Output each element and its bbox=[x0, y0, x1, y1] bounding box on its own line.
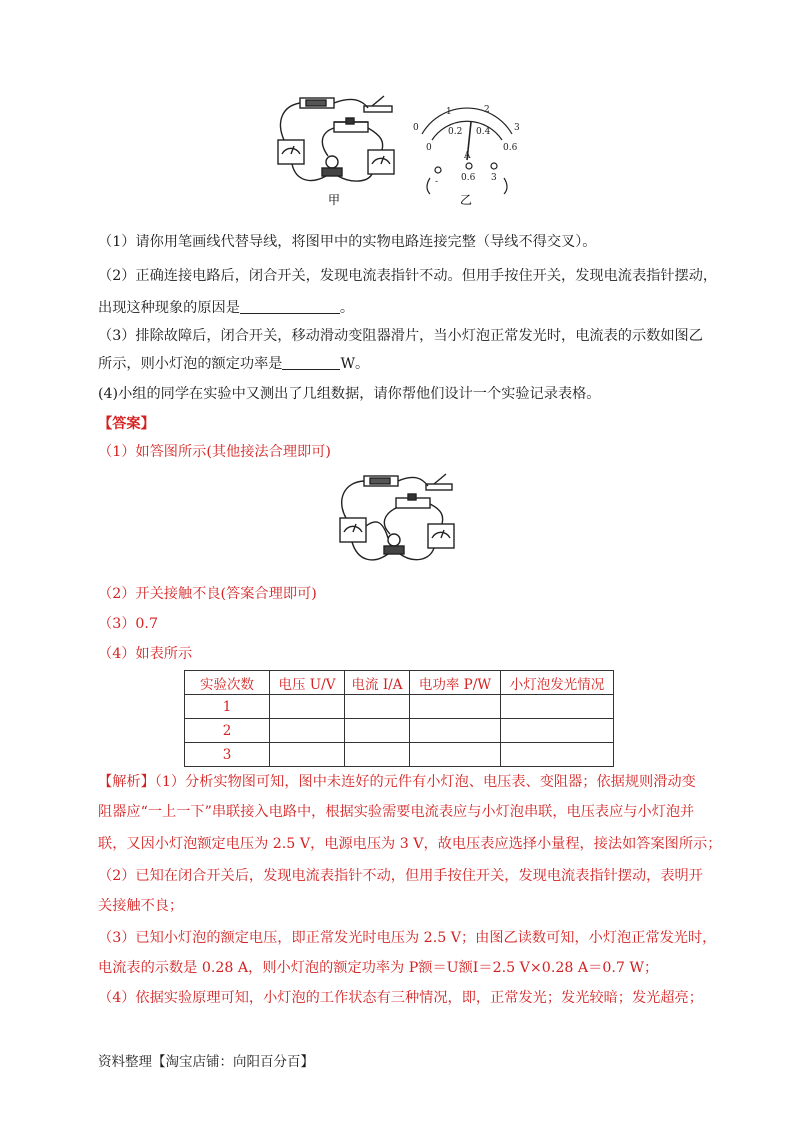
inner-tick-0: 0 bbox=[426, 143, 432, 153]
answer-blank-3[interactable] bbox=[282, 355, 340, 370]
table-row bbox=[185, 743, 614, 767]
table-header: 实验次数 bbox=[185, 671, 270, 695]
table-row bbox=[185, 719, 614, 743]
analysis-line-1: 【解析】（1）分析实物图可知，图中未连好的元件有小灯泡、电压表、变阻器；依据规则滑动变 bbox=[98, 774, 696, 790]
terminal-3: 3 bbox=[491, 173, 497, 183]
table-cell[interactable] bbox=[501, 719, 614, 743]
table-header-row bbox=[185, 671, 614, 695]
table-header: 电功率 P/W bbox=[410, 671, 501, 695]
trial-number: 2 bbox=[185, 719, 270, 743]
question-3-text: 所示，则小灯泡的额定功率是 bbox=[98, 356, 283, 372]
table-header: 小灯泡发光情况 bbox=[501, 671, 614, 695]
answer-heading: 【答案】 bbox=[98, 416, 155, 432]
table-cell[interactable] bbox=[270, 719, 345, 743]
table-header: 电流 I/A bbox=[345, 671, 410, 695]
answer-blank-2[interactable] bbox=[240, 299, 340, 314]
figure-label-jia: 甲 bbox=[327, 193, 341, 207]
page-footer: 资料整理【淘宝店铺：向阳百分百】 bbox=[98, 1054, 314, 1070]
answer-circuit-figure bbox=[330, 470, 460, 570]
table-cell[interactable] bbox=[270, 743, 345, 767]
inner-tick-2: 0.4 bbox=[476, 127, 491, 137]
answer-4: （4）如表所示 bbox=[98, 646, 193, 662]
table-cell[interactable] bbox=[410, 719, 501, 743]
question-3-unit: W。 bbox=[340, 356, 370, 372]
table-cell[interactable] bbox=[501, 695, 614, 719]
answer-1: （1）如答图所示(其他接法合理即可) bbox=[98, 444, 331, 460]
table-cell[interactable] bbox=[501, 743, 614, 767]
inner-tick-3: 0.6 bbox=[503, 143, 518, 153]
question-2-line2 bbox=[98, 298, 354, 318]
analysis-line-5: 关接触不良； bbox=[98, 898, 184, 914]
analysis-line-8: （4）依据实验原理可知，小灯泡的工作状态有三种情况，即，正常发光；发光较暗；发光超亮； bbox=[98, 990, 703, 1006]
table-cell[interactable] bbox=[410, 695, 501, 719]
question-1: （1）请你用笔画线代替导线，将图甲中的实物电路连接完整（导线不得交叉）。 bbox=[98, 234, 597, 250]
trial-number: 1 bbox=[185, 695, 270, 719]
table-row bbox=[185, 695, 614, 719]
question-2-text: 出现这种现象的原因是 bbox=[98, 300, 240, 316]
ammeter-unit: A bbox=[464, 151, 471, 161]
answer-3: （3）0.7 bbox=[98, 616, 158, 632]
ammeter-figure-yi bbox=[408, 100, 526, 210]
inner-tick-1: 0.2 bbox=[448, 127, 463, 137]
outer-tick-3: 3 bbox=[514, 123, 520, 133]
terminal-0-6: 0.6 bbox=[461, 173, 476, 183]
question-4: (4)小组的同学在实验中又测出了几组数据，请你帮他们设计一个实验记录表格。 bbox=[98, 386, 601, 402]
question-3-line1: （3）排除故障后，闭合开关，移动滑动变阻器滑片，当小灯泡正常发光时，电流表的示数如图乙 bbox=[98, 328, 703, 344]
answer-2: （2）开关接触不良(答案合理即可) bbox=[98, 586, 317, 602]
outer-tick-1: 1 bbox=[446, 107, 452, 117]
table-cell[interactable] bbox=[345, 743, 410, 767]
analysis-line-6: （3）已知小灯泡的额定电压，即正常发光时电压为 2.5 V；由图乙读数可知，小灯泡正常发光时， bbox=[98, 930, 717, 946]
question-2-line1: （2）正确连接电路后，闭合开关，发现电流表指针不动。但用手按住开关，发现电流表指针摆动， bbox=[98, 268, 718, 284]
analysis-line-2: 阻器应“一上一下”串联接入电路中，根据实验需要电流表应与小灯泡串联，电压表应与小灯泡并 bbox=[98, 804, 695, 820]
record-table bbox=[184, 670, 614, 767]
table-header: 电压 U/V bbox=[270, 671, 345, 695]
question-3-line2 bbox=[98, 354, 369, 374]
analysis-line-4: （2）已知在闭合开关后，发现电流表指针不动，但用手按住开关，发现电流表指针摆动，表明开 bbox=[98, 868, 703, 884]
figure-label-yi: 乙 bbox=[459, 193, 473, 207]
table-cell[interactable] bbox=[345, 695, 410, 719]
table-cell[interactable] bbox=[345, 719, 410, 743]
outer-tick-0: 0 bbox=[413, 123, 419, 133]
outer-tick-2: 2 bbox=[484, 105, 490, 115]
table-cell[interactable] bbox=[410, 743, 501, 767]
table-cell[interactable] bbox=[270, 695, 345, 719]
terminal-minus: - bbox=[435, 177, 439, 187]
analysis-line-3: 联，又因小灯泡额定电压为 2.5 V，电源电压为 3 V，故电压表应选择小量程，接法如答案图所示； bbox=[98, 836, 722, 852]
trial-number: 3 bbox=[185, 743, 270, 767]
question-2-end: 。 bbox=[339, 300, 355, 316]
analysis-line-7: 电流表的示数是 0.28 A，则小灯泡的额定功率为 P额＝U额I＝2.5 V×0.28 A＝0.7 W； bbox=[98, 960, 659, 976]
circuit-figure-jia bbox=[272, 92, 402, 210]
